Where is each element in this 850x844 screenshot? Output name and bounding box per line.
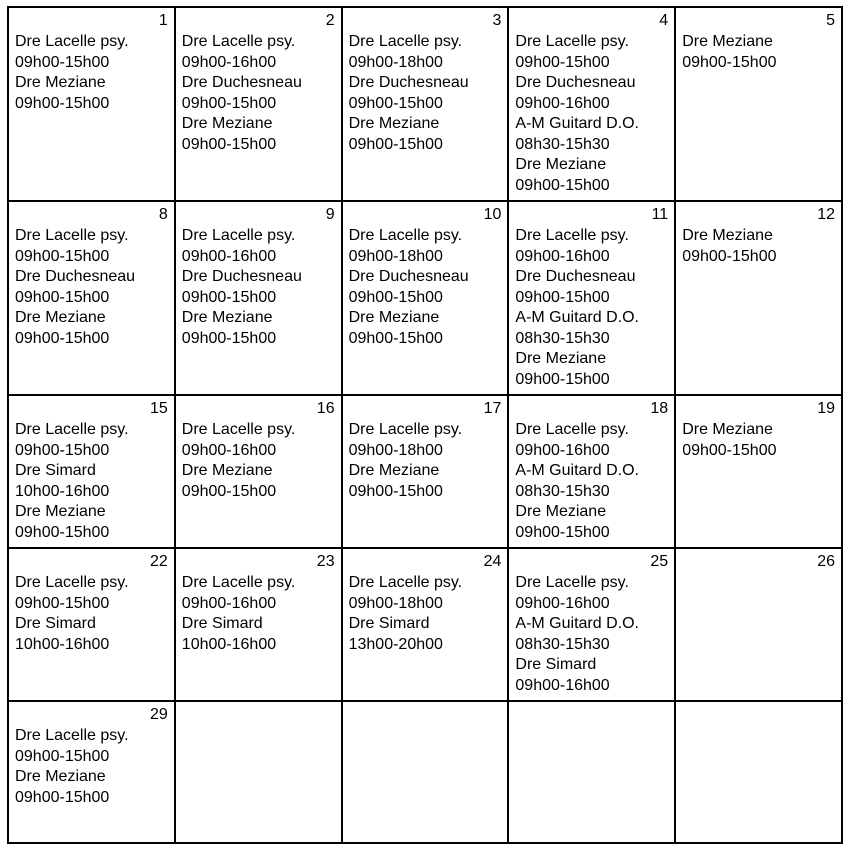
schedule-entry-line: 10h00-16h00	[15, 482, 110, 500]
schedule-entry-line: Dre Meziane	[682, 421, 773, 438]
schedule-entry-line: Dre Lacelle psy.	[15, 727, 129, 744]
schedule-entry-line: 09h00-16h00	[515, 247, 610, 265]
day-entries	[15, 420, 168, 543]
schedule-entry-line: 09h00-15h00	[15, 594, 110, 612]
day-entries	[515, 32, 668, 196]
calendar-day-cell[interactable]	[8, 201, 175, 395]
day-number: 16	[316, 400, 335, 417]
day-entries	[182, 32, 335, 155]
day-entries	[182, 573, 335, 655]
day-entries	[349, 32, 502, 155]
schedule-entry-line: Dre Lacelle psy.	[15, 33, 129, 50]
schedule-entry-line: Dre Lacelle psy.	[515, 33, 629, 50]
schedule-entry-line: Dre Simard	[181, 615, 263, 632]
schedule-entry-line: Dre Duchesneau	[515, 74, 636, 91]
schedule-entry-line: 09h00-15h00	[15, 94, 110, 112]
schedule-entry-line: Dre Lacelle psy.	[515, 421, 629, 438]
schedule-entry-line: 08h30-15h30	[515, 635, 610, 653]
calendar-day-cell[interactable]	[342, 395, 509, 548]
day-entries	[682, 420, 835, 461]
schedule-entry-line: 10h00-16h00	[181, 635, 277, 653]
schedule-entry-line: 09h00-16h00	[515, 676, 610, 694]
schedule-entry-line: 09h00-18h00	[348, 441, 443, 459]
calendar-week-row	[8, 7, 842, 201]
calendar-day-cell[interactable]	[675, 201, 842, 395]
calendar-day-cell[interactable]	[8, 7, 175, 201]
schedule-entry-line: 09h00-16h00	[515, 94, 610, 112]
schedule-entry-line: Dre Meziane	[15, 768, 106, 785]
schedule-entry-line: 09h00-18h00	[348, 53, 443, 71]
calendar-day-cell[interactable]	[508, 7, 675, 201]
calendar-day-cell[interactable]	[8, 548, 175, 701]
day-number: 26	[817, 553, 835, 570]
calendar-body	[8, 7, 842, 843]
schedule-entry-line: Dre Duchesneau	[15, 268, 136, 285]
schedule-entry-line: Dre Simard	[515, 656, 597, 673]
schedule-entry-line: Dre Meziane	[348, 309, 440, 326]
schedule-entry-line: 09h00-15h00	[181, 288, 277, 306]
schedule-entry-line: Dre Meziane	[515, 156, 607, 173]
schedule-entry-line: 09h00-15h00	[181, 94, 277, 112]
schedule-entry-line: Dre Meziane	[682, 227, 773, 244]
day-number: 8	[158, 206, 168, 223]
day-entries	[349, 420, 502, 502]
schedule-entry-line: Dre Lacelle psy.	[348, 227, 463, 244]
schedule-entry-line: Dre Lacelle psy.	[348, 33, 463, 50]
day-number: 17	[483, 400, 502, 417]
calendar-day-cell[interactable]	[508, 201, 675, 395]
day-entries	[682, 226, 835, 267]
schedule-entry-line: 09h00-15h00	[348, 482, 443, 500]
day-number: 11	[651, 206, 669, 223]
calendar-empty-cell[interactable]	[508, 701, 675, 843]
day-number: 22	[150, 553, 168, 570]
schedule-entry-line: 13h00-20h00	[348, 635, 443, 653]
schedule-entry-line: Dre Lacelle psy.	[15, 227, 129, 244]
schedule-entry-line: 09h00-15h00	[15, 53, 110, 71]
calendar-day-cell[interactable]	[675, 395, 842, 548]
schedule-entry-line: Dre Meziane	[15, 74, 106, 91]
schedule-entry-line: 09h00-15h00	[682, 441, 777, 459]
schedule-entry-line: 09h00-16h00	[515, 441, 610, 459]
schedule-entry-line: A-M Guitard D.O.	[515, 462, 639, 479]
schedule-entry-line: 09h00-15h00	[15, 329, 110, 347]
schedule-entry-line: 09h00-15h00	[15, 747, 110, 765]
calendar-day-cell[interactable]	[175, 395, 342, 548]
schedule-entry-line: Dre Lacelle psy.	[15, 574, 129, 591]
day-number: 18	[650, 400, 669, 417]
day-number: 2	[325, 12, 335, 29]
day-entries	[15, 226, 168, 349]
schedule-entry-line: 09h00-15h00	[348, 94, 443, 112]
schedule-entry-line: Dre Lacelle psy.	[181, 227, 296, 244]
calendar-day-cell[interactable]	[342, 201, 509, 395]
schedule-entry-line: 09h00-15h00	[15, 441, 110, 459]
schedule-entry-line: Dre Meziane	[181, 115, 273, 132]
schedule-entry-line: 09h00-15h00	[515, 288, 610, 306]
day-entries	[15, 32, 168, 114]
schedule-entry-line: 09h00-15h00	[348, 329, 443, 347]
day-number: 19	[817, 400, 835, 417]
schedule-entry-line: Dre Duchesneau	[348, 74, 469, 91]
day-number: 15	[150, 400, 168, 417]
schedule-entry-line: 09h00-16h00	[515, 594, 610, 612]
day-number: 24	[483, 553, 502, 570]
day-entries	[515, 420, 668, 543]
schedule-entry-line: A-M Guitard D.O.	[515, 615, 639, 632]
day-entries	[349, 573, 502, 655]
schedule-entry-line: 09h00-16h00	[181, 247, 277, 265]
day-number: 4	[659, 12, 669, 29]
schedule-entry-line: Dre Lacelle psy.	[181, 421, 296, 438]
calendar-day-cell[interactable]	[508, 548, 675, 701]
day-number	[682, 706, 835, 724]
day-entries	[182, 226, 335, 349]
calendar-week-row	[8, 548, 842, 701]
schedule-entry-line: 09h00-15h00	[348, 288, 443, 306]
schedule-entry-line: 08h30-15h30	[515, 329, 610, 347]
day-number	[349, 706, 502, 724]
schedule-entry-line: 09h00-15h00	[515, 53, 610, 71]
schedule-entry-line: 09h00-16h00	[181, 53, 277, 71]
schedule-entry-line: Dre Lacelle psy.	[181, 574, 296, 591]
schedule-entry-line: Dre Lacelle psy.	[348, 574, 463, 591]
schedule-entry-line: 09h00-15h00	[15, 523, 110, 541]
day-entries	[515, 226, 668, 390]
day-number: 23	[316, 553, 335, 570]
calendar-day-cell[interactable]	[175, 201, 342, 395]
calendar-table	[7, 6, 843, 844]
schedule-entry-line: Dre Lacelle psy.	[515, 574, 629, 591]
schedule-entry-line: A-M Guitard D.O.	[515, 309, 639, 326]
schedule-entry-line: Dre Duchesneau	[348, 268, 469, 285]
calendar-day-cell[interactable]	[675, 548, 842, 701]
calendar-day-cell[interactable]	[175, 548, 342, 701]
schedule-entry-line: 09h00-15h00	[682, 247, 777, 265]
schedule-entry-line: 09h00-15h00	[181, 135, 277, 153]
day-entries	[182, 420, 335, 502]
schedule-entry-line: Dre Meziane	[15, 309, 106, 326]
calendar-day-cell[interactable]	[8, 701, 175, 843]
calendar-day-cell[interactable]	[675, 7, 842, 201]
day-entries	[349, 226, 502, 349]
schedule-entry-line: Dre Lacelle psy.	[515, 227, 629, 244]
schedule-entry-line: 09h00-15h00	[15, 247, 110, 265]
calendar-empty-cell[interactable]	[342, 701, 509, 843]
schedule-entry-line: 08h30-15h30	[515, 482, 610, 500]
schedule-entry-line: 09h00-15h00	[515, 176, 610, 194]
day-number: 12	[817, 206, 835, 223]
day-number: 25	[650, 553, 669, 570]
schedule-entry-line: 09h00-15h00	[15, 788, 110, 806]
schedule-entry-line: Dre Meziane	[515, 350, 607, 367]
schedule-entry-line: 09h00-15h00	[515, 370, 610, 388]
schedule-entry-line: 08h30-15h30	[515, 135, 610, 153]
schedule-entry-line: Dre Meziane	[348, 115, 440, 132]
schedule-entry-line: 09h00-15h00	[682, 53, 777, 71]
calendar-week-row	[8, 201, 842, 395]
schedule-entry-line: Dre Duchesneau	[181, 268, 302, 285]
day-entries	[15, 726, 168, 808]
schedule-entry-line: Dre Duchesneau	[181, 74, 302, 91]
schedule-entry-line: 09h00-15h00	[348, 135, 443, 153]
schedule-entry-line: 10h00-16h00	[15, 635, 110, 653]
schedule-entry-line: Dre Meziane	[15, 503, 106, 520]
day-number: 9	[325, 206, 335, 223]
day-number: 29	[150, 706, 168, 723]
schedule-entry-line: 09h00-18h00	[348, 247, 443, 265]
schedule-entry-line: Dre Simard	[348, 615, 430, 632]
schedule-entry-line: 09h00-15h00	[515, 523, 610, 541]
schedule-entry-line: 09h00-16h00	[181, 441, 277, 459]
schedule-entry-line: 09h00-15h00	[15, 288, 110, 306]
day-number	[515, 706, 668, 724]
schedule-entry-line: 09h00-16h00	[181, 594, 277, 612]
calendar-week-row	[8, 395, 842, 548]
schedule-entry-line: Dre Simard	[15, 615, 96, 632]
day-entries	[682, 32, 835, 73]
schedule-entry-line: Dre Duchesneau	[515, 268, 636, 285]
day-number	[182, 706, 335, 724]
calendar-day-cell[interactable]	[342, 548, 509, 701]
schedule-entry-line: 09h00-18h00	[348, 594, 443, 612]
calendar-day-cell[interactable]	[342, 7, 509, 201]
calendar-day-cell[interactable]	[508, 395, 675, 548]
schedule-entry-line: Dre Meziane	[682, 33, 773, 50]
schedule-entry-line: Dre Lacelle psy.	[348, 421, 463, 438]
day-number: 3	[492, 12, 502, 29]
day-number: 10	[483, 206, 502, 223]
day-number: 1	[158, 12, 168, 29]
schedule-entry-line: Dre Lacelle psy.	[15, 421, 129, 438]
calendar-empty-cell[interactable]	[675, 701, 842, 843]
schedule-entry-line: Dre Meziane	[181, 309, 273, 326]
calendar-week-row	[8, 701, 842, 843]
calendar-empty-cell[interactable]	[175, 701, 342, 843]
schedule-entry-line: 09h00-15h00	[181, 482, 277, 500]
day-entries	[515, 573, 668, 696]
schedule-entry-line: A-M Guitard D.O.	[515, 115, 639, 132]
schedule-entry-line: Dre Meziane	[515, 503, 607, 520]
calendar-day-cell[interactable]	[175, 7, 342, 201]
day-number: 5	[826, 12, 835, 29]
schedule-entry-line: Dre Lacelle psy.	[181, 33, 296, 50]
schedule-entry-line: Dre Simard	[15, 462, 96, 479]
day-entries	[15, 573, 168, 655]
calendar-day-cell[interactable]	[8, 395, 175, 548]
schedule-entry-line: 09h00-15h00	[181, 329, 277, 347]
schedule-entry-line: Dre Meziane	[348, 462, 440, 479]
schedule-entry-line: Dre Meziane	[181, 462, 273, 479]
